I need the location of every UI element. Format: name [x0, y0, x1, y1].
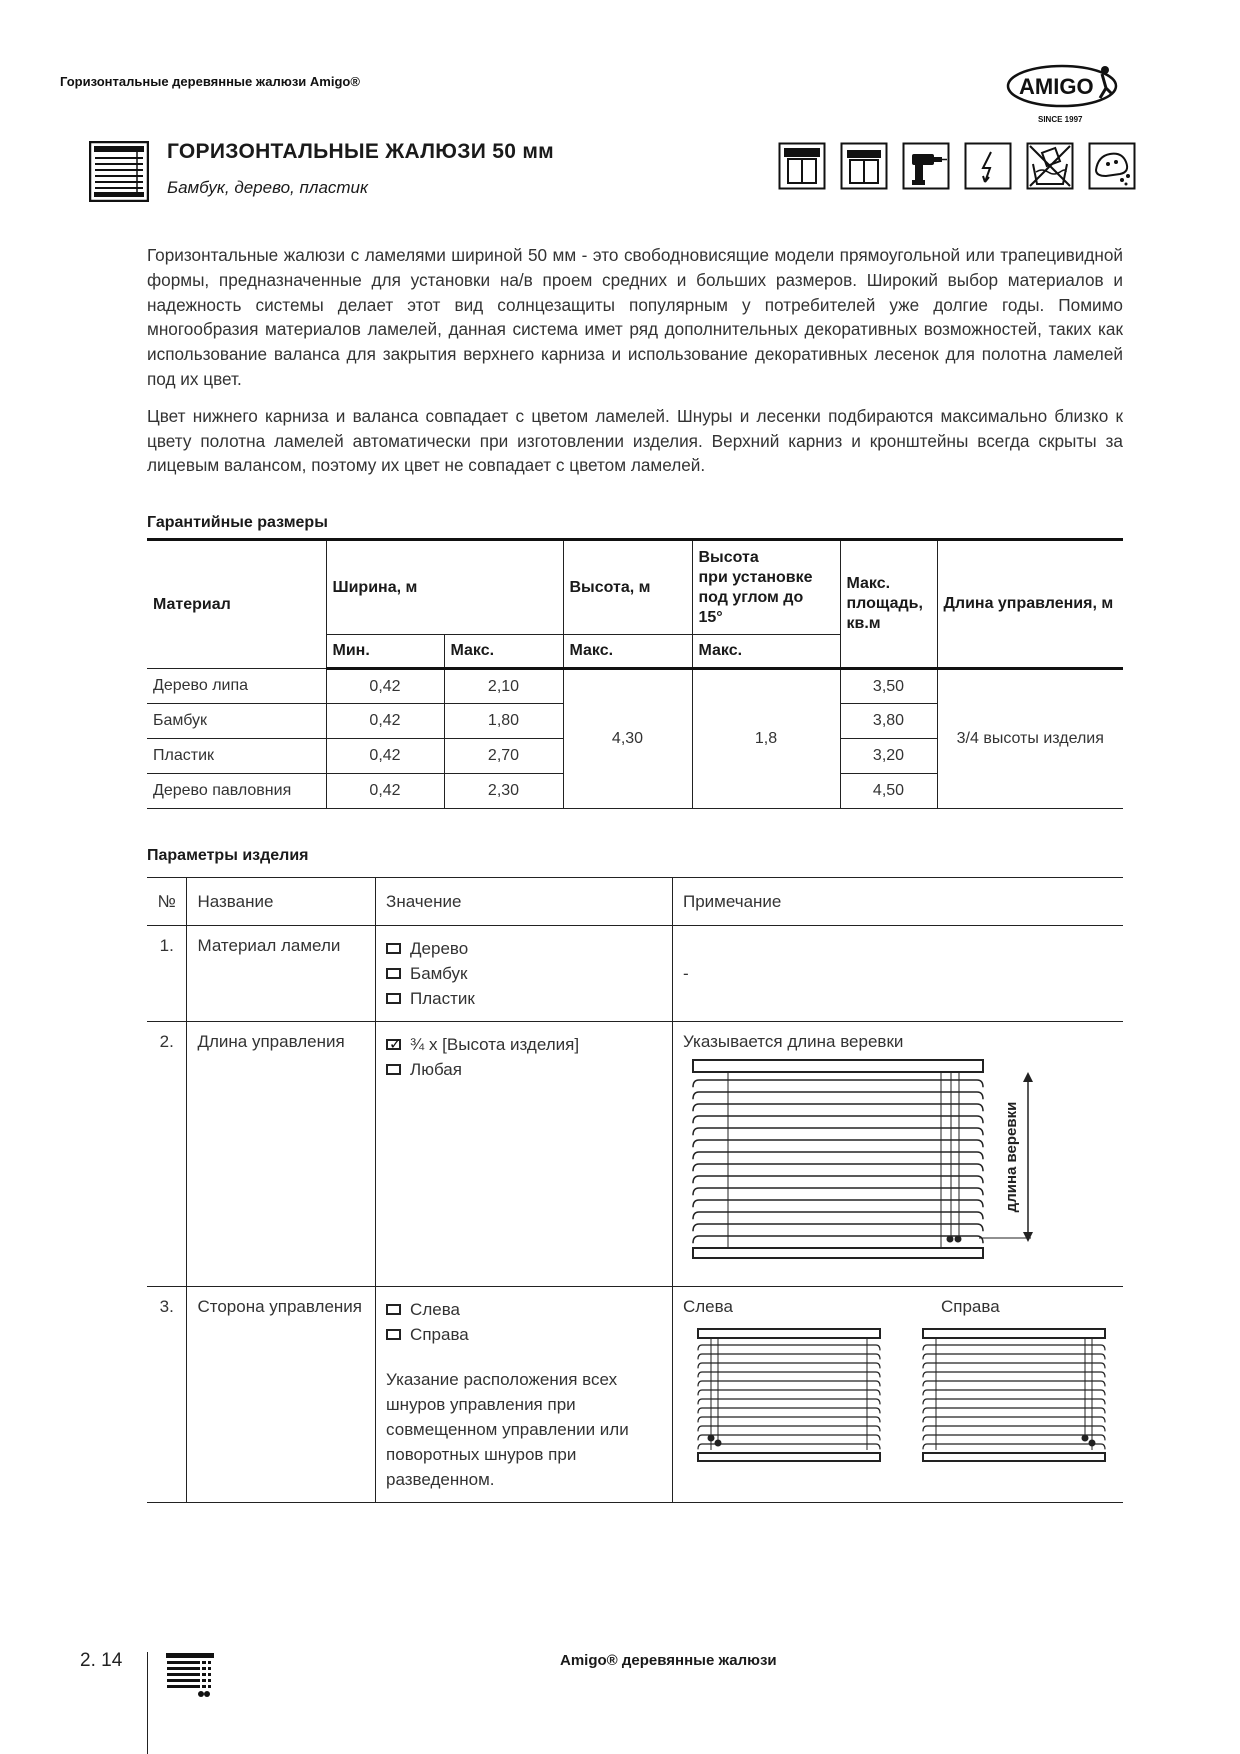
- no-wet-clean-icon: [1026, 142, 1074, 190]
- drill-icon: [902, 142, 950, 190]
- slat: [693, 1236, 983, 1243]
- material-cell: Пластик: [147, 739, 326, 774]
- option-label: Любая: [410, 1060, 462, 1079]
- checkbox[interactable]: [386, 1304, 401, 1315]
- param-name: Материал ламели: [187, 926, 376, 1022]
- height-angle-max-cell: 1,8: [692, 669, 840, 809]
- header-value: Значение: [376, 878, 673, 926]
- footer-title: Amigo® деревянные жалюзи: [560, 1652, 777, 1669]
- slat: [693, 1224, 983, 1231]
- page-number: 2. 14: [80, 1650, 123, 1671]
- svg-text:SINCE 1997: SINCE 1997: [1038, 115, 1083, 124]
- right-control-diagram: [923, 1329, 1105, 1461]
- slat: [923, 1399, 1105, 1404]
- window-outside-mount-icon: [840, 142, 888, 190]
- slat: [693, 1176, 983, 1183]
- control-length-cell: 3/4 высоты изделия: [937, 669, 1123, 809]
- running-header: Горизонтальные деревянные жалюзи Amigo®: [60, 74, 360, 89]
- page-subtitle: Бамбук, дерево, пластик: [167, 178, 369, 197]
- area-cell: 3,20: [840, 739, 937, 774]
- header-width-max: Макс.: [444, 635, 563, 669]
- slat: [923, 1390, 1105, 1395]
- option-wood[interactable]: [386, 936, 662, 961]
- option-label: Справа: [410, 1325, 469, 1344]
- sizes-heading: Гарантийные размеры: [147, 514, 328, 531]
- width-max-cell: 2,10: [444, 669, 563, 704]
- cord-length-label: длина веревки: [1002, 1101, 1020, 1213]
- param-note: [672, 1287, 1123, 1503]
- header-height-max: Макс.: [563, 635, 692, 669]
- slat: [693, 1164, 983, 1171]
- param-options: [376, 1022, 673, 1287]
- slat: [698, 1381, 880, 1386]
- width-min-cell: 0,42: [326, 669, 444, 704]
- header-name: Название: [187, 878, 376, 926]
- table-row: [147, 669, 1123, 704]
- material-cell: Бамбук: [147, 704, 326, 739]
- intro-paragraph-1: Горизонтальные жалюзи с ламелями шириной 50 мм - это свободновисящие модели прямоугольной или трапецивидной формы, предназначенные для установки на/в проем средних и больших размеров. Широкий выбор материалов и надежность системы делает этот вид солнцезащиты популярным у потребителей уже долгие годы. Помимо многообразия материалов ламелей, данная система имет ряд дополнительных декоративных возможностей, таких как использование валанса для закрытия верхнего карниза и использование декоративных лесенок для полотна ламелей под их цвет.: [147, 245, 1123, 389]
- row-number: 2.: [147, 1022, 187, 1287]
- header-height-angle: Высота при установке под углом до 15°: [692, 540, 840, 635]
- option-label: ¾ х [Высота изделия]: [410, 1035, 580, 1054]
- slat: [698, 1345, 880, 1350]
- slat: [923, 1408, 1105, 1413]
- param-name: Длина управления: [187, 1022, 376, 1287]
- area-cell: 3,80: [840, 704, 937, 739]
- dry-clean-icon: [1088, 142, 1136, 190]
- slat: [693, 1092, 983, 1099]
- slat: [923, 1435, 1105, 1440]
- checkbox-checked[interactable]: [386, 1039, 401, 1050]
- slat: [698, 1363, 880, 1368]
- slat: [698, 1390, 880, 1395]
- checkbox[interactable]: [386, 993, 401, 1004]
- control-side-diagrams: [683, 1325, 1113, 1485]
- option-left[interactable]: [386, 1297, 662, 1322]
- width-min-cell: 0,42: [326, 739, 444, 774]
- sizes-table: [147, 538, 1123, 809]
- width-min-cell: 0,42: [326, 774, 444, 809]
- slat: [923, 1363, 1105, 1368]
- slat: [693, 1188, 983, 1195]
- param-note: -: [672, 926, 1123, 1022]
- header-width-min: Мин.: [326, 635, 444, 669]
- intro-text: [147, 243, 1123, 478]
- slat: [693, 1140, 983, 1147]
- header-width: Ширина, м: [326, 540, 563, 635]
- row-number: 3.: [147, 1287, 187, 1503]
- row-number: 1.: [147, 926, 187, 1022]
- slat: [698, 1417, 880, 1422]
- page-title: ГОРИЗОНТАЛЬНЫЕ ЖАЛЮЗИ 50 мм: [167, 140, 555, 163]
- param-options: [376, 926, 673, 1022]
- option-label: Дерево: [410, 939, 469, 958]
- param-name: Сторона управления: [187, 1287, 376, 1503]
- slat: [698, 1426, 880, 1431]
- table-row: [147, 1022, 1123, 1287]
- option-any[interactable]: [386, 1057, 662, 1082]
- slat: [698, 1408, 880, 1413]
- material-cell: Дерево липа: [147, 669, 326, 704]
- option-plastic[interactable]: [386, 986, 662, 1011]
- left-label: Слева: [682, 1297, 733, 1316]
- window-inside-mount-icon: [778, 142, 826, 190]
- slat: [923, 1345, 1105, 1350]
- slat: [698, 1399, 880, 1404]
- width-min-cell: 0,42: [326, 704, 444, 739]
- params-table: [147, 877, 1123, 1503]
- slat: [698, 1444, 880, 1449]
- slat: [693, 1200, 983, 1207]
- slat: [923, 1354, 1105, 1359]
- height-max-cell: 4,30: [563, 669, 692, 809]
- svg-text:AMIGO: AMIGO: [1019, 74, 1094, 99]
- blind-footer-icon: [165, 1652, 215, 1699]
- header-note: Примечание: [672, 878, 1123, 926]
- control-side-description: Указание расположения всех шнуров управления при совмещенном управлении или поворотных шнуров при разведенном.: [386, 1370, 629, 1489]
- area-cell: 3,50: [840, 669, 937, 704]
- param-note: [672, 1022, 1123, 1287]
- right-label: Справа: [940, 1297, 1000, 1316]
- option-label: Пластик: [410, 989, 475, 1008]
- option-label: Слева: [410, 1300, 460, 1319]
- slat: [923, 1381, 1105, 1386]
- left-control-diagram: [698, 1329, 880, 1461]
- note-text: Указывается длина веревки: [682, 1032, 904, 1051]
- slat: [693, 1080, 983, 1087]
- table-row: [147, 926, 1123, 1022]
- footer-divider: [147, 1652, 148, 1754]
- slat: [698, 1372, 880, 1377]
- slat: [923, 1444, 1105, 1449]
- width-max-cell: 2,70: [444, 739, 563, 774]
- area-cell: 4,50: [840, 774, 937, 809]
- header-material: Материал: [147, 540, 326, 669]
- option-label: Бамбук: [410, 964, 468, 983]
- checkbox[interactable]: [386, 1064, 401, 1075]
- option-right[interactable]: [386, 1322, 662, 1347]
- params-heading: Параметры изделия: [147, 847, 309, 864]
- width-max-cell: 1,80: [444, 704, 563, 739]
- slat: [923, 1372, 1105, 1377]
- checkbox[interactable]: [386, 943, 401, 954]
- table-row: [147, 1287, 1123, 1503]
- header-control-length: Длина управления, м: [937, 540, 1123, 669]
- slat: [923, 1426, 1105, 1431]
- slat: [693, 1104, 983, 1111]
- checkbox[interactable]: [386, 1329, 401, 1340]
- slat: [693, 1116, 983, 1123]
- header-max-area: Макс. площадь, кв.м: [840, 540, 937, 669]
- option-three-quarters[interactable]: [386, 1032, 662, 1057]
- slat: [693, 1212, 983, 1219]
- slat: [923, 1417, 1105, 1422]
- slat: [693, 1128, 983, 1135]
- slat: [698, 1435, 880, 1440]
- width-max-cell: 2,30: [444, 774, 563, 809]
- cord-length-diagram: [683, 1052, 1083, 1267]
- material-cell: Дерево павловния: [147, 774, 326, 809]
- no-electric-icon: [964, 142, 1012, 190]
- slat: [698, 1354, 880, 1359]
- horizontal-blind-icon: [89, 141, 149, 202]
- slat: [693, 1152, 983, 1159]
- checkbox[interactable]: [386, 968, 401, 979]
- intro-paragraph-2: Цвет нижнего карниза и валанса совпадает с цветом ламелей. Шнуры и лесенки подбираются максимально близко к цвету полотна ламелей автоматически при изготовлении изделия. Верхний карниз и кронштейны всегда скрыты за лицевым валансом, поэтому их цвет не совпадает с цветом ламелей.: [147, 405, 1123, 476]
- header-height: Высота, м: [563, 540, 692, 635]
- header-height-angle-max: Макс.: [692, 635, 840, 669]
- param-options: [376, 1287, 673, 1503]
- amigo-logo: [1002, 60, 1130, 132]
- option-bamboo[interactable]: [386, 961, 662, 986]
- header-num: №: [147, 878, 187, 926]
- feature-icons: [778, 142, 1136, 190]
